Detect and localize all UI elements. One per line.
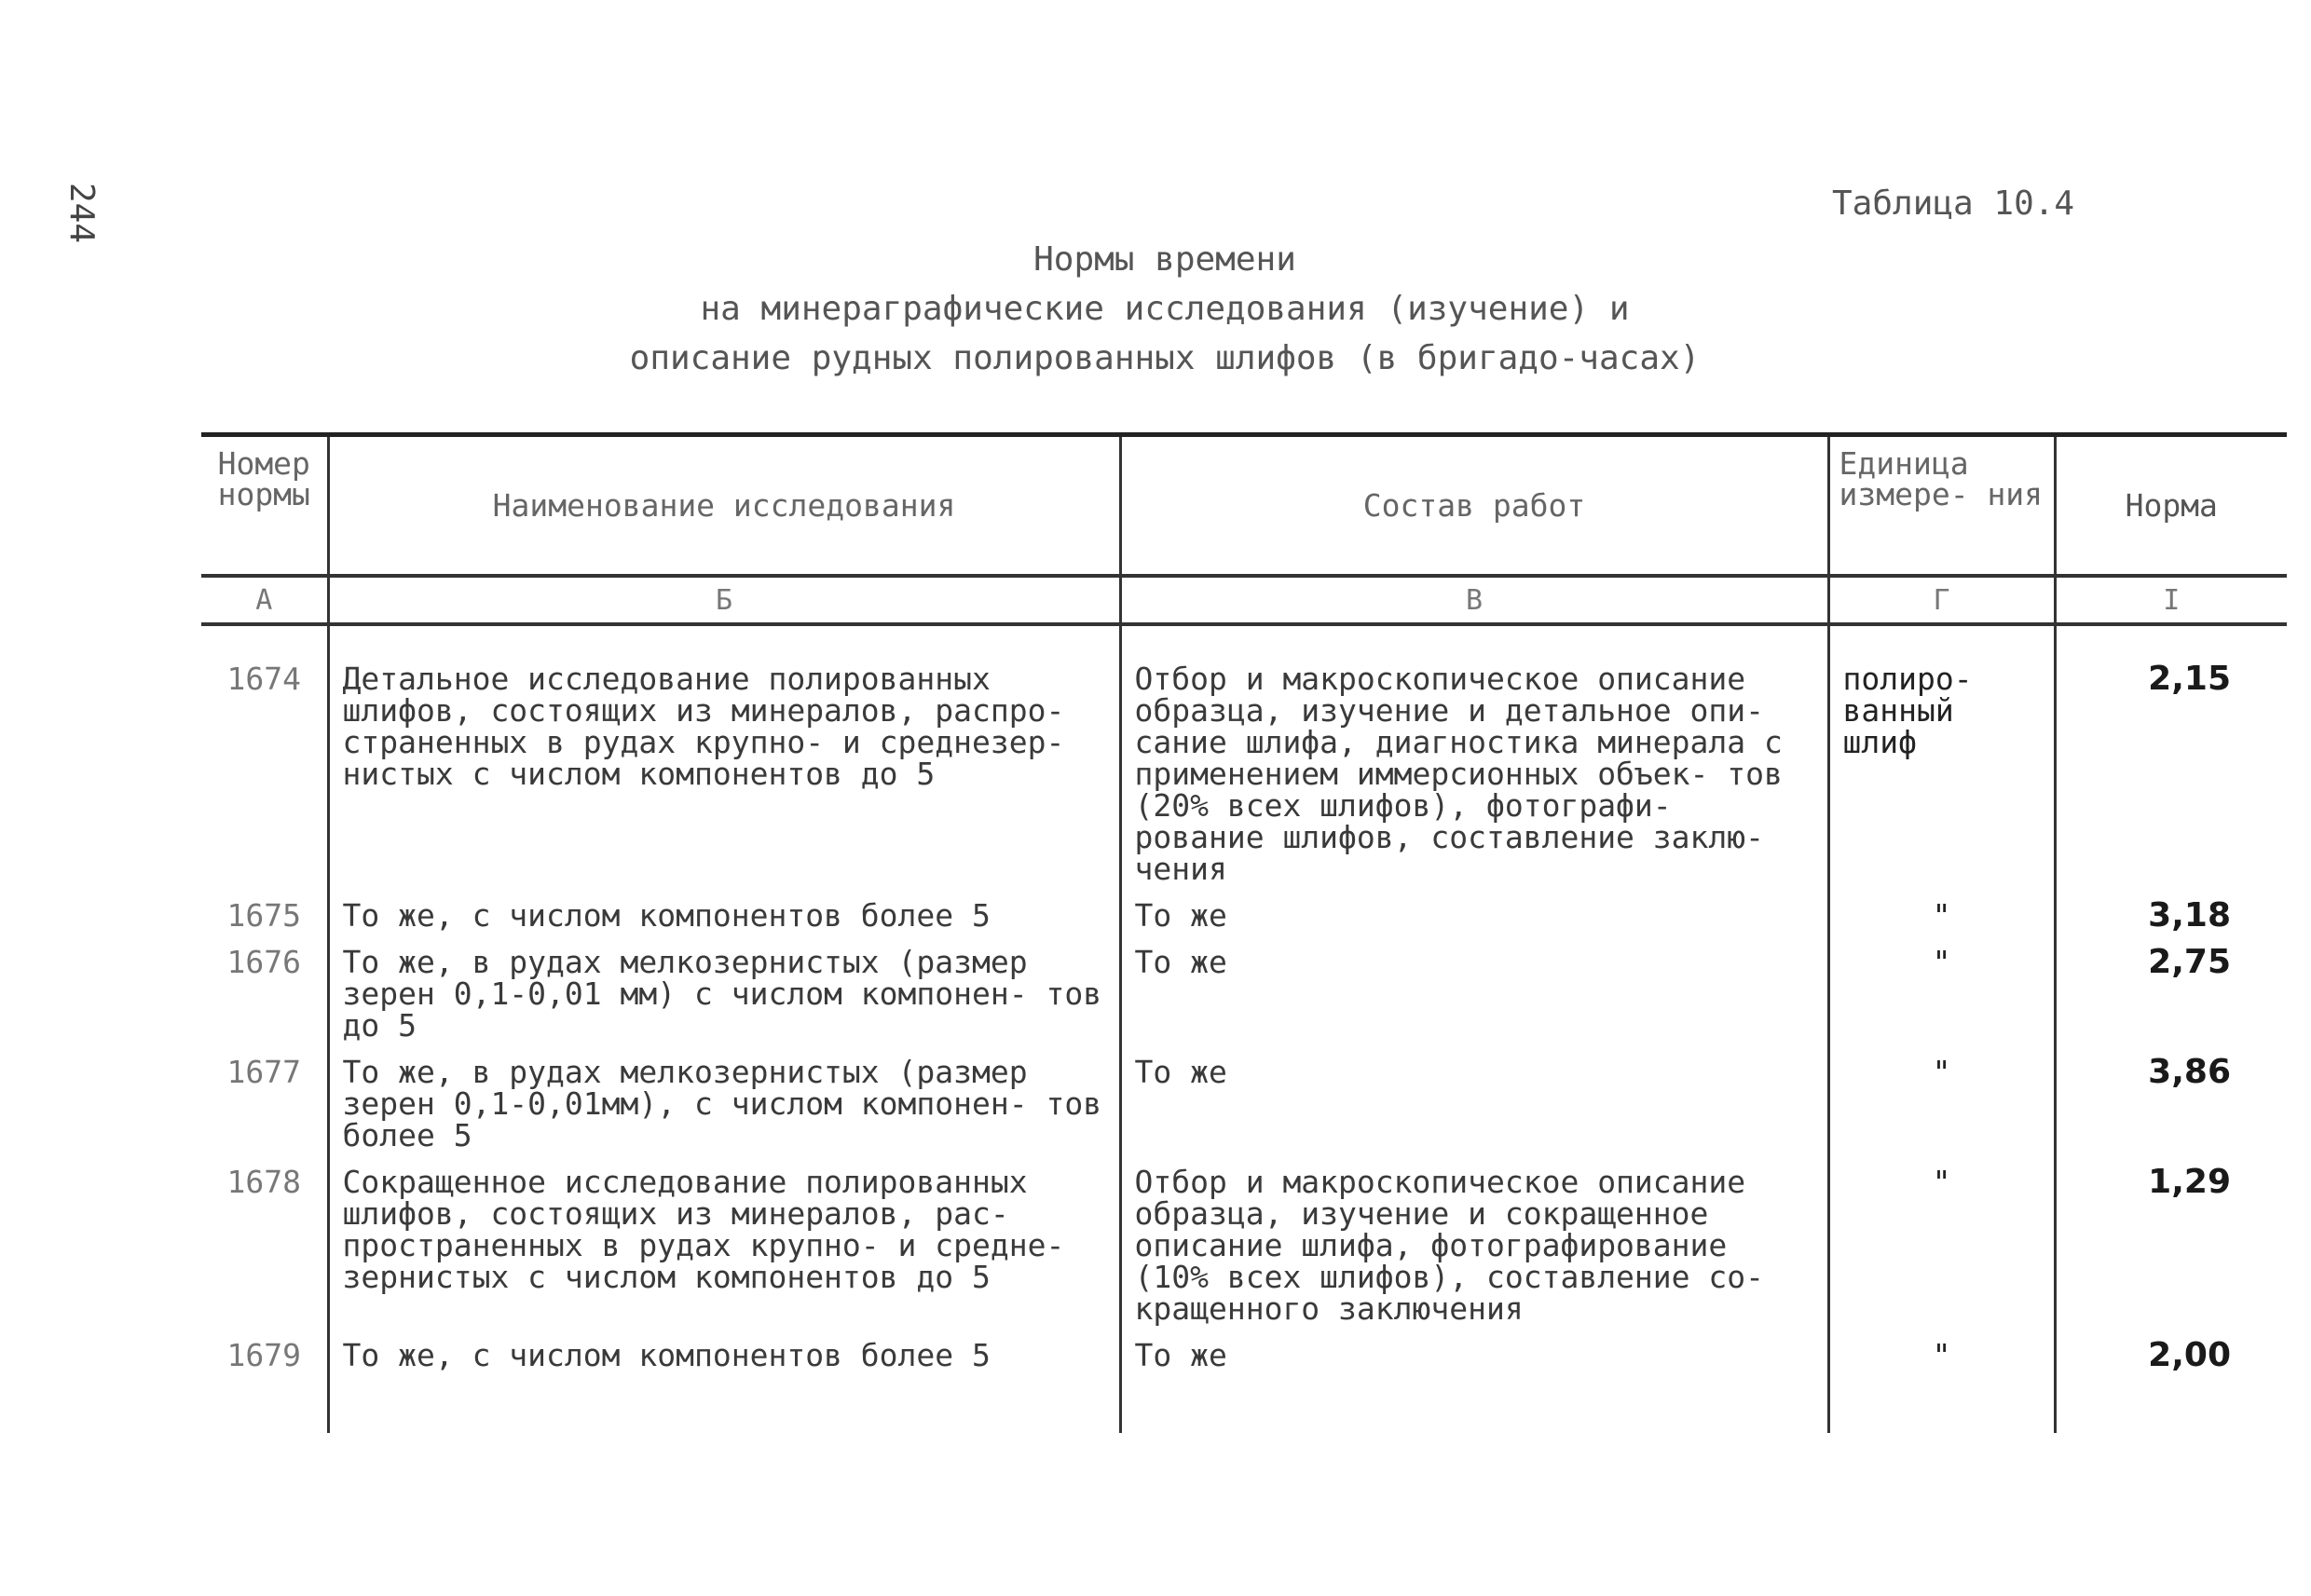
work-composition: То же [1120,1340,1828,1386]
table-label: Таблица 10.4 [1832,184,2075,223]
work-composition: Отбор и макроскопическое описание образца, изучение и сокращенное описание шлифа, фотографирование (10% всех шлифов), составление со- кращенного заключения [1120,1166,1828,1340]
norm-number: 1677 [226,1054,301,1090]
research-name: То же, с числом компонентов более 5 [328,900,1120,947]
norm-number: 1676 [226,944,301,980]
norm-value: 3,18 [2055,900,2287,947]
unit: " [1828,1340,2055,1386]
work-composition: Отбор и макроскопическое описание образца, изучение и детальное опи- сание шлифа, диагностика минерала с применением иммерсионных объек- тов (20% всех шлифов), фотографи- рование шлифов, составление заклю- чения [1120,624,1828,900]
header-research-name: Наименование исследования [328,435,1120,577]
table-row [201,1166,2287,1340]
column-letter: I [2055,576,2287,624]
header-norm: Норма [2055,435,2287,577]
table-row [201,947,2287,1057]
table-row [201,1340,2287,1386]
norm-value: 3,86 [2055,1057,2287,1166]
unit: " [1828,947,2055,1057]
column-letter: Г [1828,576,2055,624]
header-row [201,435,2287,577]
table-body [201,624,2287,1433]
header-work-composition: Состав работ [1120,435,1828,577]
norm-value: 2,00 [2055,1340,2287,1386]
work-composition: То же [1120,1057,1828,1166]
page-number: 244 [62,183,101,244]
table-row [201,900,2287,947]
table-bottom-spacer [201,1386,2287,1433]
unit: " [1828,900,2055,947]
research-name: То же, в рудах мелкозернистых (размер зерен 0,1-0,01мм), с числом компонен- тов более 5 [328,1057,1120,1166]
column-letter: В [1120,576,1828,624]
unit: полиро- ванный шлиф [1828,624,2055,900]
research-name: Сокращенное исследование полированных шлифов, состоящих из минералов, рас- пространенных в рудах крупно- и средне- зернистых с числом компонентов до 5 [328,1166,1120,1340]
column-letter-row [201,576,2287,624]
title-line-3: описание рудных полированных шлифов (в бригадо-часах) [629,339,1701,377]
norm-value: 2,15 [2055,624,2287,900]
unit: " [1828,1166,2055,1340]
table-row [201,624,2287,900]
research-name: Детальное исследование полированных шлифов, состоящих из минералов, распро- страненных в рудах крупно- и среднезер- нистых с числом компонентов до 5 [328,624,1120,900]
header-unit: Единица измере- ния [1828,435,2055,577]
norm-value: 1,29 [2055,1166,2287,1340]
table-row [201,1057,2287,1166]
table-title [559,235,1771,383]
norm-number: 1674 [226,661,301,697]
norms-table [201,432,2287,1433]
norm-value: 2,75 [2055,947,2287,1057]
header-norm-number: Номер нормы [201,435,328,577]
unit: " [1828,1057,2055,1166]
work-composition: То же [1120,900,1828,947]
norm-number: 1679 [226,1337,301,1373]
table-header [201,435,2287,625]
title-line-1: Нормы времени [1033,240,1296,279]
title-line-2: на минераграфические исследования (изучение) и [700,290,1630,328]
work-composition: То же [1120,947,1828,1057]
column-letter: Б [328,576,1120,624]
column-letter: А [201,576,328,624]
norm-number: 1675 [226,897,301,934]
research-name: То же, с числом компонентов более 5 [328,1340,1120,1386]
research-name: То же, в рудах мелкозернистых (размер зерен 0,1-0,01 мм) с числом компонен- тов до 5 [328,947,1120,1057]
norm-number: 1678 [226,1164,301,1200]
